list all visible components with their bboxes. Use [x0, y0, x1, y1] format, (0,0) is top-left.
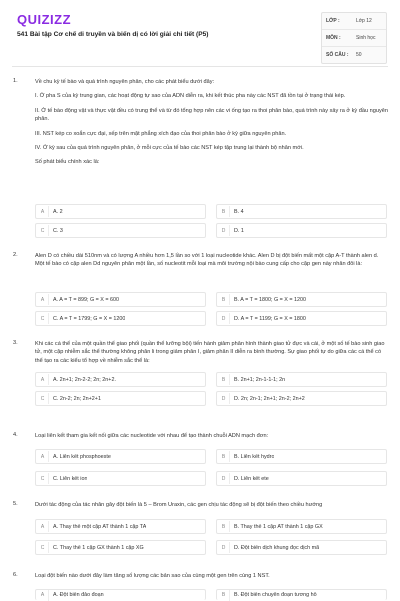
option-text: B. Đột biến chuyển đoạn tương hỗ: [234, 592, 317, 598]
question-number: 2.: [13, 252, 18, 258]
option-b[interactable]: [216, 292, 387, 307]
option-a[interactable]: [35, 589, 206, 600]
option-letter: A: [37, 590, 49, 601]
option-text: C. 3: [53, 227, 63, 234]
option-letter: D: [218, 225, 230, 236]
question-number: 6.: [13, 572, 18, 578]
option-letter: A: [37, 374, 49, 385]
option-text: D. 1: [234, 227, 244, 234]
question-text: [35, 78, 389, 173]
option-a[interactable]: [35, 292, 206, 307]
option-b[interactable]: [216, 519, 387, 534]
meta-value: Sinh học: [356, 35, 376, 41]
option-c[interactable]: [35, 391, 206, 406]
option-text: B. Liên kết hydro: [234, 453, 275, 460]
question-line: Về chu kỳ tế bào và quá trình nguyên phân, cho các phát biểu dưới đây:: [35, 79, 215, 85]
option-letter: D: [218, 473, 230, 484]
option-d[interactable]: [216, 223, 387, 238]
option-a[interactable]: [35, 449, 206, 464]
meta-key: SỐ CÂU :: [326, 52, 349, 58]
option-letter: C: [37, 473, 49, 484]
question-line: Alen D có chiều dài 510nm và có lượng A nhiều hơn 1,5 lần so với 1 loại nucleotide khác. Alen D bị đột biến mất một cặp A-T thành alen d. Một tế bào có cặp alen Dd nguyên phân một lần, số nucleotit mỗi loại mà môi trường nội bào cung cấp cho cặp gen này nhân đôi là:: [35, 253, 379, 268]
option-c[interactable]: [35, 540, 206, 555]
option-letter: C: [37, 542, 49, 553]
option-letter: B: [218, 206, 230, 217]
question-line: Số phát biểu chính xác là:: [35, 159, 100, 166]
option-text: B. A = T = 1800; G = X = 1200: [234, 296, 307, 303]
question-line: I. Ở pha S của kỳ trung gian, các hoạt động tự sao của ADN diễn ra, khi kết thúc pha này các NST đã tồn tại ở trạng thái kép.: [35, 93, 346, 100]
option-text: B. 2n+1; 2n-1-1-1; 2n: [234, 376, 286, 383]
option-letter: D: [218, 313, 230, 324]
option-letter: C: [37, 393, 49, 404]
option-letter: B: [218, 451, 230, 462]
option-c[interactable]: [35, 311, 206, 326]
question-text: [35, 432, 389, 446]
question-number: 5.: [13, 501, 18, 507]
option-c[interactable]: [35, 471, 206, 486]
option-text: D. A = T = 1199; G = X = 1800: [234, 315, 306, 322]
option-c[interactable]: [35, 223, 206, 238]
option-text: C. Thay thế 1 cặp GX thành 1 cặp XG: [53, 544, 144, 551]
option-text: B. Thay thế 1 cặp AT thành 1 cặp GX: [234, 523, 323, 530]
option-letter: B: [218, 521, 230, 532]
logo-text: QUIZIZZ: [17, 12, 72, 27]
option-letter: A: [37, 451, 49, 462]
meta-row-count: [322, 47, 386, 63]
option-letter: A: [37, 206, 49, 217]
question-text: [35, 572, 389, 586]
question-line: IV. Ở kỳ sau của quá trình nguyên phân, ở mỗi cực của tế bào các NST kép tập trung lại thành bộ nhân mới.: [35, 145, 304, 152]
option-text: A. Đột biến đảo đoạn: [53, 592, 104, 598]
option-letter: A: [37, 521, 49, 532]
question-line: Khi các cá thể của một quần thể giao phối (quần thể lưỡng bội) tiến hành giảm phân hình thành giao tử đực và cái, ở một số tế bào sinh giao tử, một cặp nhiễm sắc thể thường không phân li trong giảm phân I, giảm phân II diễn ra bình thường. Sự giao phối tự do giữa các cá thể có thể tạo ra các kiểu tổ hợp về nhiễm sắc thể là:: [35, 341, 385, 364]
option-text: A. 2n+1; 2n-2-2; 2n; 2n+2.: [53, 376, 116, 383]
option-text: A. A = T = 899; G = X = 600: [53, 296, 120, 303]
option-letter: B: [218, 294, 230, 305]
header-divider: [12, 66, 388, 67]
meta-value: Lớp 12: [356, 18, 372, 24]
question-number: 4.: [13, 432, 18, 438]
option-d[interactable]: [216, 391, 387, 406]
header: [0, 0, 400, 66]
meta-key: LỚP :: [326, 18, 340, 24]
option-a[interactable]: [35, 372, 206, 387]
option-letter: B: [218, 590, 230, 601]
meta-row-class: [322, 13, 386, 30]
option-text: D. 2n; 2n-1; 2n+1; 2n-2; 2n+2: [234, 395, 305, 402]
option-letter: C: [37, 313, 49, 324]
question-number: 3.: [13, 340, 18, 346]
option-text: A. Liên kết phosphoeste: [53, 453, 111, 460]
option-b[interactable]: [216, 589, 387, 600]
option-text: A. Thay thế một cặp AT thành 1 cặp TA: [53, 523, 147, 530]
option-text: B. 4: [234, 208, 244, 215]
meta-key: MÔN :: [326, 35, 341, 41]
quizizz-logo: [17, 12, 71, 27]
option-a[interactable]: [35, 204, 206, 219]
option-text: C. A = T = 1799; G = X = 1200: [53, 315, 126, 322]
option-letter: A: [37, 294, 49, 305]
option-d[interactable]: [216, 311, 387, 326]
option-text: D. Liên kết ete: [234, 475, 269, 482]
question-number: 1.: [13, 78, 18, 84]
option-d[interactable]: [216, 540, 387, 555]
option-d[interactable]: [216, 471, 387, 486]
document-title: 541 Bài tập Cơ chế di truyền và biến dị có lời giải chi tiết (P5): [17, 31, 209, 38]
option-letter: C: [37, 225, 49, 236]
question-text: [35, 252, 389, 275]
option-b[interactable]: [216, 372, 387, 387]
option-b[interactable]: [216, 204, 387, 219]
option-text: C. 2n-2; 2n; 2n+2+1: [53, 395, 101, 402]
option-text: D. Đột biến dịch khung đọc dịch mã: [234, 544, 320, 551]
question-line: Loại liên kết tham gia kết nối giữa các nucleotide với nhau để tạo thành chuỗi ADN mạch đơn:: [35, 433, 269, 439]
question-line: II. Ở tế bào động vật và thực vật đều có trung thể và từ đó tổng hợp nên các vi ống tạo ra thoi phân bào, quá trình này xảy ra ở kỳ đầu nguyên phân.: [35, 107, 388, 123]
question-text: [35, 501, 389, 515]
question-line: Loại đột biến nào dưới đây làm tăng số lượng các bản sao của cùng một gen trên cùng 1 NST.: [35, 573, 270, 579]
question-text: [35, 340, 389, 371]
meta-value: 50: [356, 52, 362, 58]
meta-table: [321, 12, 387, 64]
question-line: III. NST kép co xoắn cực đại, xếp trên mặt phẳng xích đạo của thoi phân bào ở kỳ giữa nguyên phân.: [35, 130, 287, 137]
option-a[interactable]: [35, 519, 206, 534]
question-line: Dưới tác động của tác nhân gây đột biến là 5 – Brom Uraxin, các gen chịu tác động sẽ bị đột biến theo chiều hướng: [35, 502, 323, 508]
option-letter: D: [218, 542, 230, 553]
option-text: A. 2: [53, 208, 63, 215]
option-letter: B: [218, 374, 230, 385]
option-letter: D: [218, 393, 230, 404]
option-b[interactable]: [216, 449, 387, 464]
meta-row-subject: [322, 30, 386, 47]
option-text: C. Liên kết ion: [53, 475, 88, 482]
